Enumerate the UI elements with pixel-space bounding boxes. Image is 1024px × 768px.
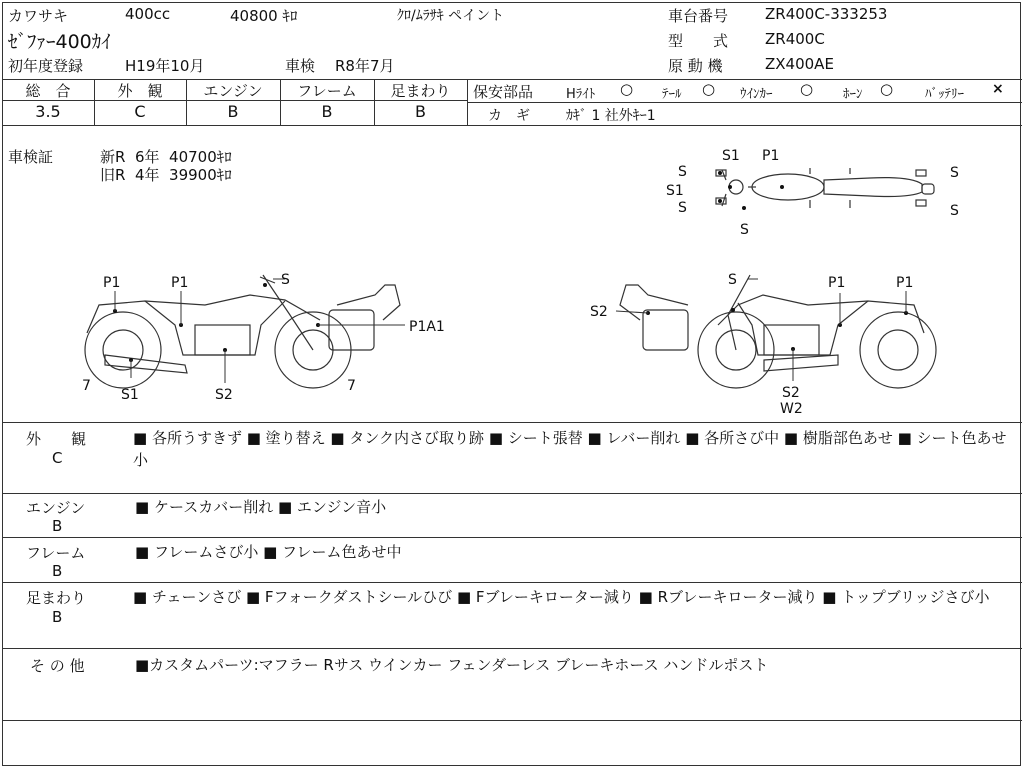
remark-category: 外 観 [26, 430, 87, 448]
diagram-label: S [950, 203, 959, 219]
frame-no-label: 車台番号 [668, 7, 729, 25]
remark-category: フレーム [26, 544, 86, 562]
divider [2, 648, 1022, 649]
cert-label: 車検証 [8, 148, 54, 166]
remark-grade: B [52, 562, 63, 580]
grade-frame-label: フレーム [297, 82, 357, 100]
frame-no-value: ZR400C-333253 [765, 5, 888, 23]
left-view-labels [82, 272, 445, 403]
diagram-label: S1 [666, 183, 684, 199]
remark-grade: B [52, 608, 63, 626]
right-view-labels [590, 272, 913, 417]
safety-horn: ﾎｰﾝ [843, 87, 863, 102]
model-name: ｾﾞﾌｧｰ400ｶｲ [8, 31, 111, 53]
diagram-label: 7 [347, 378, 356, 394]
type-label: 型 式 [668, 32, 729, 50]
diagram-label: S2 [215, 387, 233, 403]
remark-category: 足まわり [26, 589, 87, 607]
diagram-label: S2 [590, 304, 608, 320]
safety-taillight: ﾃｰﾙ [662, 87, 682, 102]
diagram-label: S [678, 200, 687, 216]
diagram-label: S [281, 272, 290, 288]
diagram-label: P1 [828, 275, 846, 291]
remark-grade: C [52, 449, 63, 467]
type-value: ZR400C [765, 30, 825, 48]
motorcycle-top-view-diagram [660, 140, 980, 238]
engine-model-value: ZX400AE [765, 55, 834, 73]
remark-text: ■ フレームさび小 ■ フレーム色あせ中 [135, 543, 402, 561]
first-reg-value: H19年10月 [125, 57, 205, 75]
remark-text: ■カスタムパーツ:マフラー Rサス ウインカー フェンダーレス ブレーキホース ハンドルポスト [135, 656, 769, 674]
divider [2, 125, 1022, 126]
diagram-label: S2 [782, 385, 800, 401]
remark-text: ■ ケースカバー削れ ■ エンジン音小 [135, 498, 387, 516]
key-value: ｶｷﾞ 1 社外ｷｰ1 [566, 108, 656, 124]
diagram-label: S [740, 222, 749, 238]
safety-winker: ｳｲﾝｶｰ [740, 87, 773, 102]
mileage: 40800 ｷﾛ [230, 7, 298, 25]
motorcycle-left-view-diagram [75, 265, 475, 410]
headlight-status-icon: ○ [620, 80, 634, 98]
taillight-status-icon: ○ [702, 80, 716, 98]
grade-total-value: 3.5 [35, 102, 61, 121]
grade-total-label: 総 合 [25, 82, 71, 100]
diagram-label: P1 [171, 275, 189, 291]
diagram-label: P1 [896, 275, 914, 291]
diagram-label: S [950, 165, 959, 181]
grade-exterior-value: C [134, 102, 146, 121]
cert-new: 新R 6年 40700ｷﾛ [100, 148, 232, 166]
remark-category: そ の 他 [30, 657, 85, 675]
horn-status-icon: ○ [880, 80, 894, 98]
inspection-label: 車検 [285, 57, 316, 75]
diagram-label: 7 [82, 378, 91, 394]
grade-suspension-value: B [415, 102, 426, 121]
inspection-value: R8年7月 [335, 57, 395, 75]
diagram-label: W2 [780, 401, 803, 417]
remark-category: エンジン [26, 499, 86, 517]
grade-frame-value: B [321, 102, 333, 121]
divider [2, 493, 1022, 494]
diagram-label: P1 [762, 148, 780, 164]
divider [467, 79, 468, 125]
key-label: カ ギ [488, 108, 530, 124]
divider [2, 537, 1022, 538]
safety-battery: ﾊﾞｯﾃﾘｰ [925, 87, 964, 102]
diagram-label: S1 [121, 387, 139, 403]
displacement: 400cc [125, 5, 171, 23]
battery-status-icon: × [992, 81, 1004, 97]
remark-text: ■ チェーンさび ■ Fフォークダストシールひび ■ Fブレーキローター減り ■ Rブレーキローター減り ■ トップブリッジさび小 [133, 588, 990, 606]
engine-model-label: 原 動 機 [668, 57, 723, 75]
color: ｸﾛ/ﾑﾗｻｷ ペイント [397, 8, 505, 24]
safety-label: 保安部品 [473, 83, 534, 101]
divider [2, 422, 1022, 423]
diagram-label: S [728, 272, 737, 288]
first-reg-label: 初年度登録 [8, 57, 84, 75]
diagram-label: P1A1 [409, 319, 445, 335]
diagram-label: P1 [103, 275, 121, 291]
diagram-label: S1 [722, 148, 740, 164]
diagram-label: S [678, 164, 687, 180]
grade-exterior-label: 外 観 [117, 82, 163, 100]
divider [467, 102, 1022, 103]
cert-old: 旧R 4年 39900ｷﾛ [100, 166, 232, 184]
remark-grade: B [52, 517, 63, 535]
maker: カワサキ [8, 7, 69, 25]
safety-headlight: Hﾗｲﾄ [566, 87, 596, 102]
grade-engine-value: B [227, 102, 239, 121]
grade-suspension-label: 足まわり [390, 82, 451, 100]
motorcycle-right-view-diagram [588, 265, 948, 415]
grade-engine-label: エンジン [203, 82, 263, 100]
remark-text: ■ 各所うすきず ■ 塗り替え ■ タンク内さび取り跡 ■ シート張替 ■ レバー削れ ■ 各所さび中 ■ 樹脂部色あせ ■ シート色あせ小 [133, 429, 1007, 469]
divider [2, 582, 1022, 583]
divider [2, 720, 1022, 721]
winker-status-icon: ○ [800, 80, 814, 98]
top-view-labels [666, 148, 959, 238]
